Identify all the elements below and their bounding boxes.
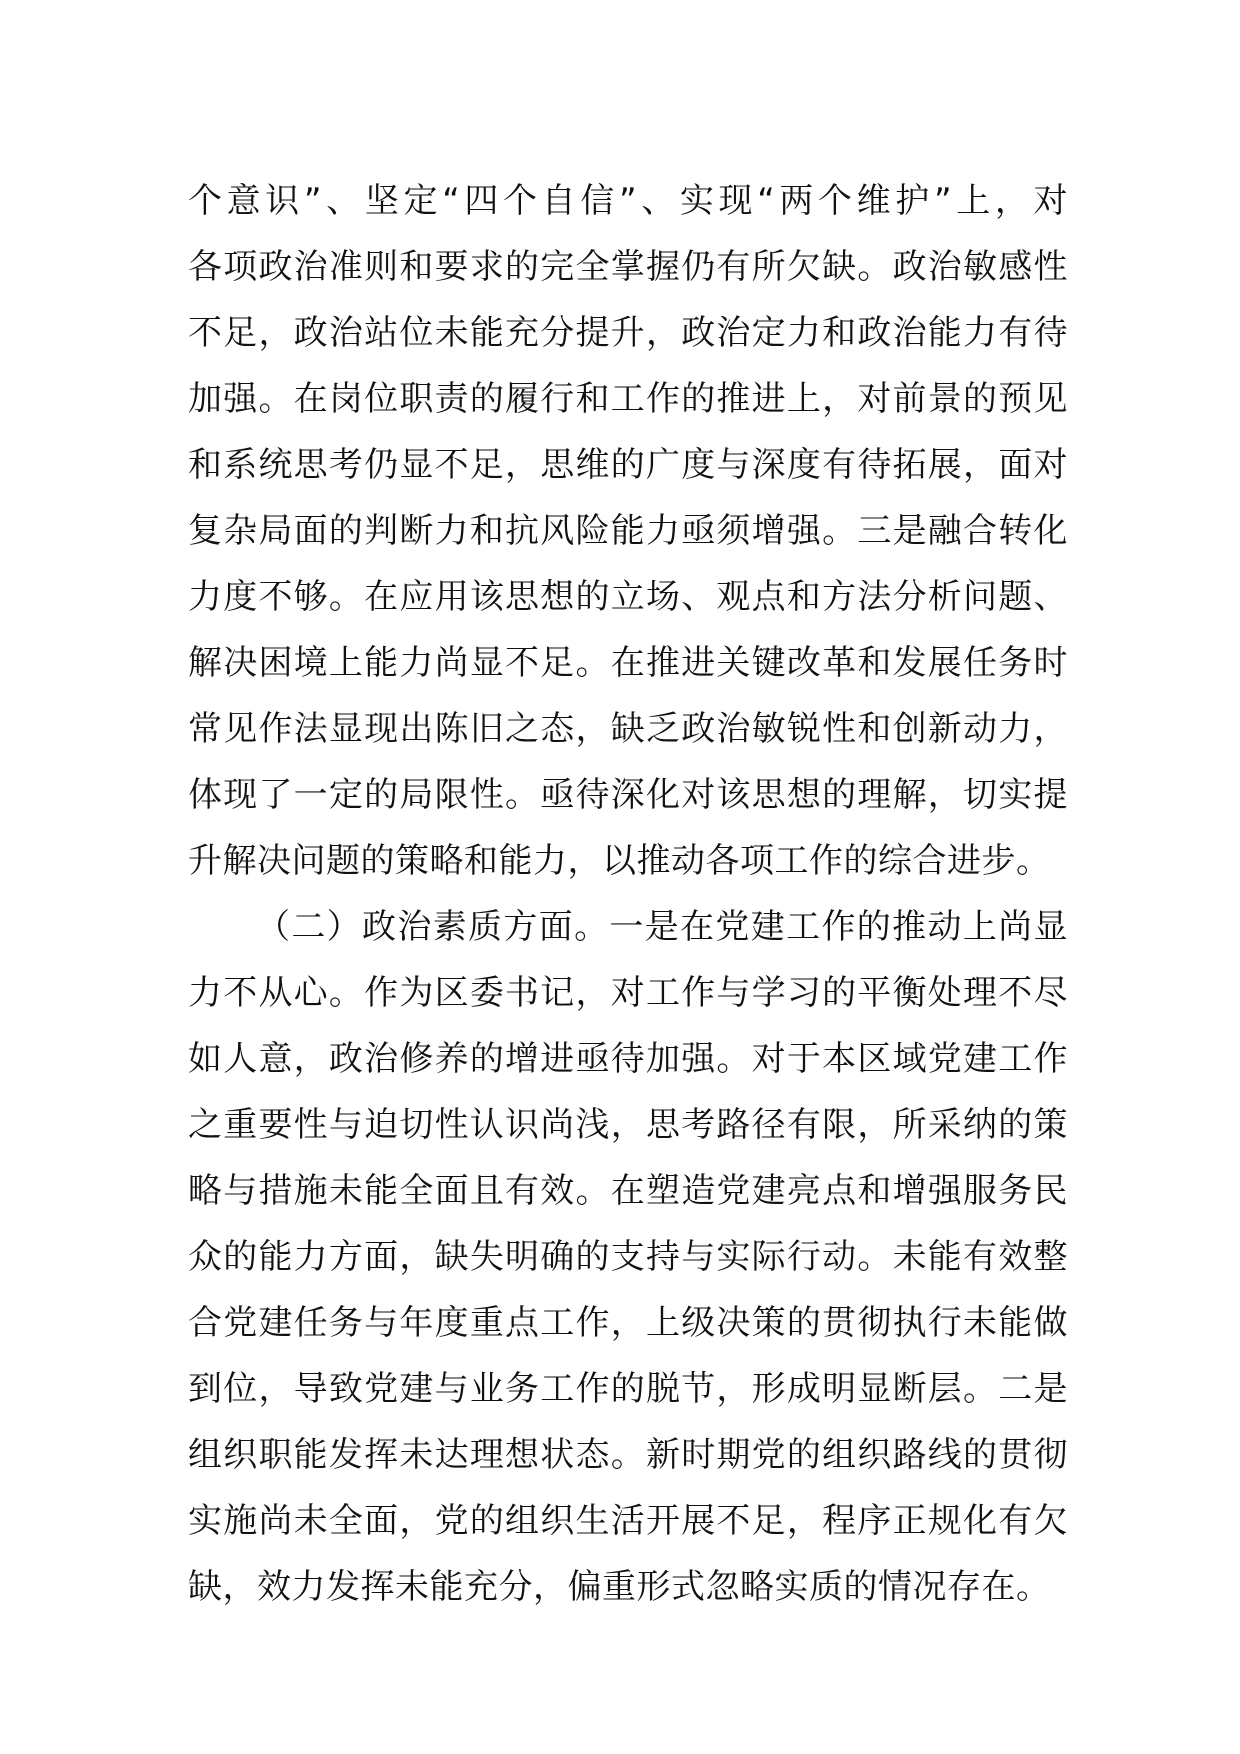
text-line: 力度不够。在应用该思想的立场、观点和方法分析问题、 <box>188 577 1068 617</box>
text-line: 个意识”、坚定“四个自信”、实现“两个维护”上，对 <box>188 181 1068 221</box>
text-line: 升解决问题的策略和能力，以推动各项工作的综合进步。 <box>188 841 1051 881</box>
text-line: 到位，导致党建与业务工作的脱节，形成明显断层。二是 <box>188 1369 1068 1409</box>
text-line: 组织职能发挥未达理想状态。新时期党的组织路线的贯彻 <box>188 1435 1068 1475</box>
text-line: 略与措施未能全面且有效。在塑造党建亮点和增强服务民 <box>188 1171 1068 1211</box>
text-line: 解决困境上能力尚显不足。在推进关键改革和发展任务时 <box>188 643 1068 683</box>
text-line: 缺，效力发挥未能充分，偏重形式忽略实质的情况存在。 <box>188 1567 1051 1607</box>
text-line: 众的能力方面，缺失明确的支持与实际行动。未能有效整 <box>188 1237 1068 1277</box>
text-line: 体现了一定的局限性。亟待深化对该思想的理解，切实提 <box>188 775 1068 815</box>
text-line: 力不从心。作为区委书记，对工作与学习的平衡处理不尽 <box>188 973 1068 1013</box>
body-text <box>188 168 1068 1620</box>
text-line: 常见作法显现出陈旧之态，缺乏政治敏锐性和创新动力， <box>188 709 1068 749</box>
text-line: 加强。在岗位职责的履行和工作的推进上，对前景的预见 <box>188 379 1068 419</box>
text-line: 复杂局面的判断力和抗风险能力亟须增强。三是融合转化 <box>188 511 1068 551</box>
text-line: 各项政治准则和要求的完全掌握仍有所欠缺。政治敏感性 <box>188 247 1068 287</box>
text-line: 不足，政治站位未能充分提升，政治定力和政治能力有待 <box>188 313 1068 353</box>
text-line: 如人意，政治修养的增进亟待加强。对于本区域党建工作 <box>188 1039 1068 1079</box>
text-line: 合党建任务与年度重点工作，上级决策的贯彻执行未能做 <box>188 1303 1068 1343</box>
text-line: 之重要性与迫切性认识尚浅，思考路径有限，所采纳的策 <box>188 1105 1068 1145</box>
section-heading-line: （二）政治素质方面。一是在党建工作的推动上尚显 <box>256 907 1068 947</box>
text-line: 实施尚未全面，党的组织生活开展不足，程序正规化有欠 <box>188 1501 1068 1541</box>
text-line: 和系统思考仍显不足，思维的广度与深度有待拓展，面对 <box>188 445 1068 485</box>
